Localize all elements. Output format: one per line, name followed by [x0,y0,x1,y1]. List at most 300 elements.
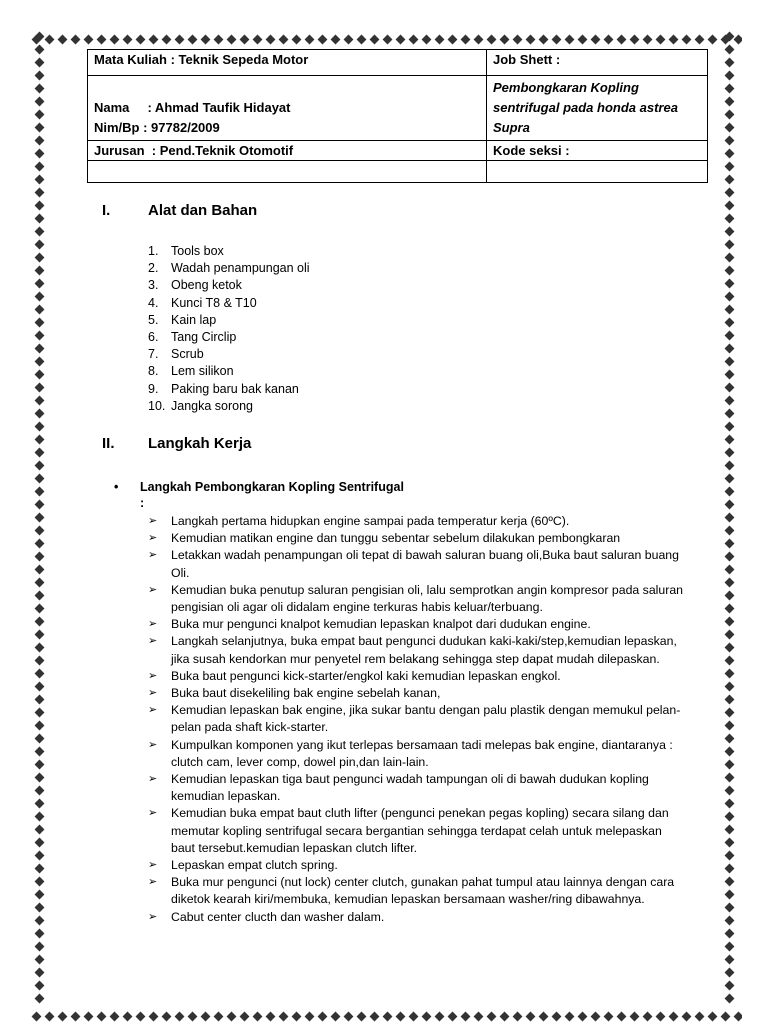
border-diamond [34,357,44,367]
border-diamond [724,32,734,42]
border-diamond [58,35,68,45]
border-diamond [34,305,44,315]
border-diamond [724,851,734,861]
tool-label: Paking baru bak kanan [171,381,299,396]
border-diamond [331,35,341,45]
border-diamond [474,1012,484,1022]
border-diamond [724,435,734,445]
step-text: Buka mur pengunci knalpot kemudian lepaskan knalpot dari dudukan engine. [171,617,591,632]
border-diamond [34,643,44,653]
border-diamond [162,35,172,45]
step-text: Cabut center clucth dan washer dalam. [171,909,385,924]
steps-subheading [114,479,404,496]
border-diamond [175,1012,185,1022]
border-diamond [34,149,44,159]
border-diamond [34,669,44,679]
tool-number: 3. [148,278,159,293]
border-diamond [292,1012,302,1022]
arrow-icon: ➢ [148,532,158,545]
border-diamond [227,1012,237,1022]
border-diamond [643,35,653,45]
border-diamond [448,1012,458,1022]
border-diamond [344,35,354,45]
border-diamond [383,1012,393,1022]
tools-list [148,243,310,415]
border-diamond [724,773,734,783]
border-diamond [724,110,734,120]
kode-seksi-cell: Kode seksi : [487,141,708,161]
border-diamond [34,994,44,1004]
border-diamond [34,435,44,445]
border-diamond [500,1012,510,1022]
step-text: Langkah selanjutnya, buka empat baut pengunci dudukan kaki-kaki/step,kemudian lepaskan, jika susah kendorkan mur penyetel rem belakang sehingga step dapat mudah dilepaskan. [171,634,677,666]
border-diamond [383,35,393,45]
step-text: Lepaskan empat clutch spring. [171,858,338,873]
tool-item [148,329,310,346]
border-diamond [34,474,44,484]
border-diamond [724,526,734,536]
border-diamond [656,35,666,45]
border-diamond [591,35,601,45]
border-diamond [724,318,734,328]
border-diamond [724,708,734,718]
border-diamond [724,175,734,185]
mata-kuliah-cell: Mata Kuliah : Teknik Sepeda Motor [88,50,487,76]
border-diamond [591,1012,601,1022]
step-text: Langkah pertama hidupkan engine sampai pada temperatur kerja (60ºC). [171,514,570,528]
border-diamond [724,409,734,419]
border-diamond [474,35,484,45]
border-diamond [724,253,734,263]
step-text: Kemudian lepaskan bak engine, jika sukar bantu dengan palu plastik dengan memukul pelan-pelan pada shaft kick-starter. [171,703,681,735]
border-diamond [34,32,44,42]
border-diamond [724,968,734,978]
page-border-bottom [30,1010,742,1024]
tool-number: 10. [148,398,166,413]
border-diamond [97,1012,107,1022]
border-diamond [34,409,44,419]
border-diamond [669,35,679,45]
border-diamond [724,396,734,406]
border-diamond [724,331,734,341]
border-diamond [84,1012,94,1022]
step-text: Buka baut disekeliling bak engine sebelah kanan, [171,686,441,701]
border-diamond [136,35,146,45]
border-diamond [724,994,734,1004]
tool-label: Kunci T8 & T10 [171,295,257,310]
border-diamond [695,1012,705,1022]
border-diamond [724,812,734,822]
section-2-heading [102,435,251,452]
border-diamond [45,1012,55,1022]
border-diamond [34,773,44,783]
border-diamond [123,35,133,45]
border-diamond [724,214,734,224]
border-diamond [724,292,734,302]
border-diamond [34,175,44,185]
arrow-icon: ➢ [148,738,158,751]
border-diamond [724,71,734,81]
step-item [148,857,688,874]
border-diamond [34,955,44,965]
border-diamond [201,35,211,45]
header-table [87,49,708,183]
border-diamond [34,331,44,341]
border-diamond [724,123,734,133]
tool-item [148,312,310,329]
border-diamond [214,1012,224,1022]
step-item [148,874,688,908]
border-diamond [34,58,44,68]
border-diamond [409,1012,419,1022]
border-diamond [34,97,44,107]
border-diamond [656,1012,666,1022]
border-diamond [34,877,44,887]
border-diamond [422,35,432,45]
step-item [148,771,688,805]
border-diamond [34,734,44,744]
border-diamond [682,1012,692,1022]
border-diamond [292,35,302,45]
border-diamond [461,1012,471,1022]
step-item [148,547,688,581]
tool-item [148,277,310,294]
step-item [148,805,688,857]
jurusan-cell: Jurusan : Pend.Teknik Otomotif [88,141,487,161]
border-diamond [214,35,224,45]
step-text: Kemudian matikan engine dan tunggu sebentar sebelum dilakukan pembongkaran [171,531,621,546]
border-diamond [724,903,734,913]
border-diamond [34,591,44,601]
border-diamond [149,1012,159,1022]
border-diamond [253,1012,263,1022]
border-diamond [724,747,734,757]
border-diamond [34,656,44,666]
border-diamond [487,35,497,45]
border-diamond [34,422,44,432]
border-diamond [34,123,44,133]
border-diamond [724,487,734,497]
border-diamond [110,35,120,45]
border-diamond [279,1012,289,1022]
border-diamond [34,526,44,536]
border-diamond [344,1012,354,1022]
border-diamond [630,35,640,45]
border-diamond [136,1012,146,1022]
border-diamond [724,474,734,484]
border-diamond [617,1012,627,1022]
tool-label: Lem silikon [171,364,234,379]
border-diamond [724,604,734,614]
tool-number: 9. [148,381,159,396]
border-diamond [724,552,734,562]
border-diamond [695,35,705,45]
border-diamond [227,35,237,45]
step-item [148,909,688,926]
page-border-top [30,33,742,47]
border-diamond [724,981,734,991]
step-text: Letakkan wadah penampungan oli tepat di bawah saluran buang oli,Buka baut saluran buang Oli. [171,548,679,580]
steps-subheading-text: Langkah Pembongkaran Kopling Sentrifugal [140,480,404,494]
border-diamond [34,383,44,393]
tool-item [148,381,310,398]
border-diamond [58,1012,68,1022]
steps-list [148,513,688,926]
border-diamond [724,942,734,952]
border-diamond [34,864,44,874]
border-diamond [724,266,734,276]
job-title-cell: Pembongkaran Kopling sentrifugal pada honda astrea Supra [487,76,708,141]
border-diamond [123,1012,133,1022]
arrow-icon: ➢ [148,669,158,682]
step-item [148,616,688,633]
border-diamond [34,851,44,861]
border-diamond [565,35,575,45]
border-diamond [34,812,44,822]
border-diamond [266,1012,276,1022]
border-diamond [34,578,44,588]
border-diamond [149,35,159,45]
border-diamond [724,240,734,250]
tool-label: Tang Circlip [171,330,237,345]
tool-label: Kain lap [171,312,217,327]
border-diamond [188,35,198,45]
border-diamond [724,877,734,887]
border-diamond [34,799,44,809]
border-diamond [34,110,44,120]
border-diamond [34,916,44,926]
border-diamond [110,1012,120,1022]
border-diamond [71,1012,81,1022]
subheading-colon: : [140,496,145,510]
border-diamond [724,305,734,315]
border-diamond [513,35,523,45]
border-diamond [724,721,734,731]
border-diamond [34,552,44,562]
border-diamond [253,35,263,45]
border-diamond [422,1012,432,1022]
step-text: Buka mur pengunci (nut lock) center clutch, gunakan pahat tumpul atau lainnya dengan cara diketok kearah kiri/membuka, kemudian lepaskan bersamaan washer/ring dibawahnya. [171,875,675,907]
step-item [148,668,688,685]
border-diamond [724,929,734,939]
border-diamond [34,695,44,705]
border-diamond [240,35,250,45]
border-diamond [305,35,315,45]
border-diamond [435,35,445,45]
step-item [148,513,688,530]
border-diamond [396,1012,406,1022]
tool-number: 2. [148,261,159,276]
border-diamond [357,1012,367,1022]
border-diamond [724,695,734,705]
border-diamond [724,955,734,965]
border-diamond [724,370,734,380]
border-diamond [34,136,44,146]
border-diamond [34,214,44,224]
arrow-icon: ➢ [148,515,158,527]
border-diamond [34,981,44,991]
border-diamond [34,708,44,718]
step-item [148,530,688,547]
border-diamond [578,1012,588,1022]
border-diamond [643,1012,653,1022]
arrow-icon: ➢ [148,687,158,700]
arrow-icon: ➢ [148,704,158,717]
section-1-heading [102,202,257,219]
border-diamond [578,35,588,45]
border-diamond [724,188,734,198]
tool-label: Jangka sorong [171,398,254,413]
border-diamond [682,35,692,45]
border-diamond [552,1012,562,1022]
border-diamond [724,734,734,744]
border-diamond [34,682,44,692]
border-diamond [34,890,44,900]
border-diamond [724,682,734,692]
border-diamond [630,1012,640,1022]
border-diamond [724,617,734,627]
border-diamond [34,71,44,81]
border-diamond [34,396,44,406]
tool-number: 5. [148,312,159,327]
border-diamond [724,799,734,809]
border-diamond [724,578,734,588]
border-diamond [734,1012,742,1022]
tool-item [148,398,310,415]
border-diamond [448,35,458,45]
tool-number: 6. [148,330,159,345]
border-diamond [724,45,734,55]
arrow-icon: ➢ [148,618,158,631]
border-diamond [34,448,44,458]
border-diamond [34,461,44,471]
border-diamond [162,1012,172,1022]
empty-cell-right [487,161,708,183]
border-diamond [724,84,734,94]
border-diamond [724,136,734,146]
border-diamond [201,1012,211,1022]
border-diamond [724,448,734,458]
border-diamond [279,35,289,45]
border-diamond [34,292,44,302]
border-diamond [34,201,44,211]
arrow-icon: ➢ [148,807,158,820]
border-diamond [331,1012,341,1022]
border-diamond [34,84,44,94]
border-diamond [669,1012,679,1022]
step-item [148,737,688,771]
border-diamond [724,890,734,900]
arrow-icon: ➢ [148,773,158,786]
border-diamond [724,58,734,68]
border-diamond [724,422,734,432]
border-diamond [724,461,734,471]
border-diamond [724,162,734,172]
nim-line: Nim/Bp : 97782/2009 [94,120,220,135]
section-1-title: Alat dan Bahan [148,202,258,219]
border-diamond [539,1012,549,1022]
border-diamond [34,968,44,978]
border-diamond [357,35,367,45]
border-diamond [34,188,44,198]
border-diamond [409,35,419,45]
nama-line: Nama : Ahmad Taufik Hidayat [94,100,291,115]
step-text: Kemudian buka empat baut cluth lifter (pengunci penekan pegas kopling) secara silang dan memutar kopling sentrifugal secara bergantian sehingga terdapat celah untuk melepaskan baut tersebut.kemudian lepaskan clutch lifter. [171,806,669,855]
border-diamond [500,35,510,45]
tool-number: 7. [148,347,159,362]
arrow-icon: ➢ [148,910,158,923]
tool-item [148,363,310,380]
border-diamond [34,825,44,835]
border-diamond [396,35,406,45]
border-diamond [724,591,734,601]
border-diamond [724,565,734,575]
border-diamond [724,513,734,523]
border-diamond [724,825,734,835]
border-diamond [318,1012,328,1022]
border-diamond [724,97,734,107]
page-border-left [32,30,46,1006]
border-diamond [34,266,44,276]
step-text: Kemudian buka penutup saluran pengisian oli, lalu semprotkan angin kompresor pada saluran pengisian oli agar oli didalam engine terkuras habis keluar/terbuang. [171,582,684,615]
border-diamond [34,604,44,614]
border-diamond [34,565,44,575]
border-diamond [34,929,44,939]
tool-label: Wadah penampungan oli [171,261,310,276]
step-item [148,633,688,667]
border-diamond [724,864,734,874]
border-diamond [724,149,734,159]
border-diamond [84,35,94,45]
border-diamond [34,344,44,354]
border-diamond [724,916,734,926]
tool-label: Obeng ketok [171,278,242,293]
border-diamond [724,760,734,770]
job-shett-cell: Job Shett : [487,50,708,76]
border-diamond [34,786,44,796]
border-diamond [32,1012,42,1022]
border-diamond [34,903,44,913]
arrow-icon: ➢ [148,876,158,889]
tool-number: 8. [148,364,159,379]
border-diamond [724,838,734,848]
border-diamond [34,838,44,848]
step-item [148,685,688,702]
identity-cell [88,76,487,141]
border-diamond [526,35,536,45]
border-diamond [45,35,55,45]
border-diamond [34,279,44,289]
arrow-icon: ➢ [148,549,158,562]
section-2-number: II. [102,435,115,452]
border-diamond [724,383,734,393]
border-diamond [34,513,44,523]
tool-item [148,295,310,312]
step-item [148,702,688,736]
border-diamond [708,35,718,45]
border-diamond [305,1012,315,1022]
border-diamond [34,760,44,770]
arrow-icon: ➢ [148,635,158,648]
border-diamond [724,656,734,666]
empty-cell-left [88,161,487,183]
border-diamond [617,35,627,45]
border-diamond [604,1012,614,1022]
border-diamond [97,35,107,45]
border-diamond [34,162,44,172]
border-diamond [34,500,44,510]
border-diamond [34,370,44,380]
